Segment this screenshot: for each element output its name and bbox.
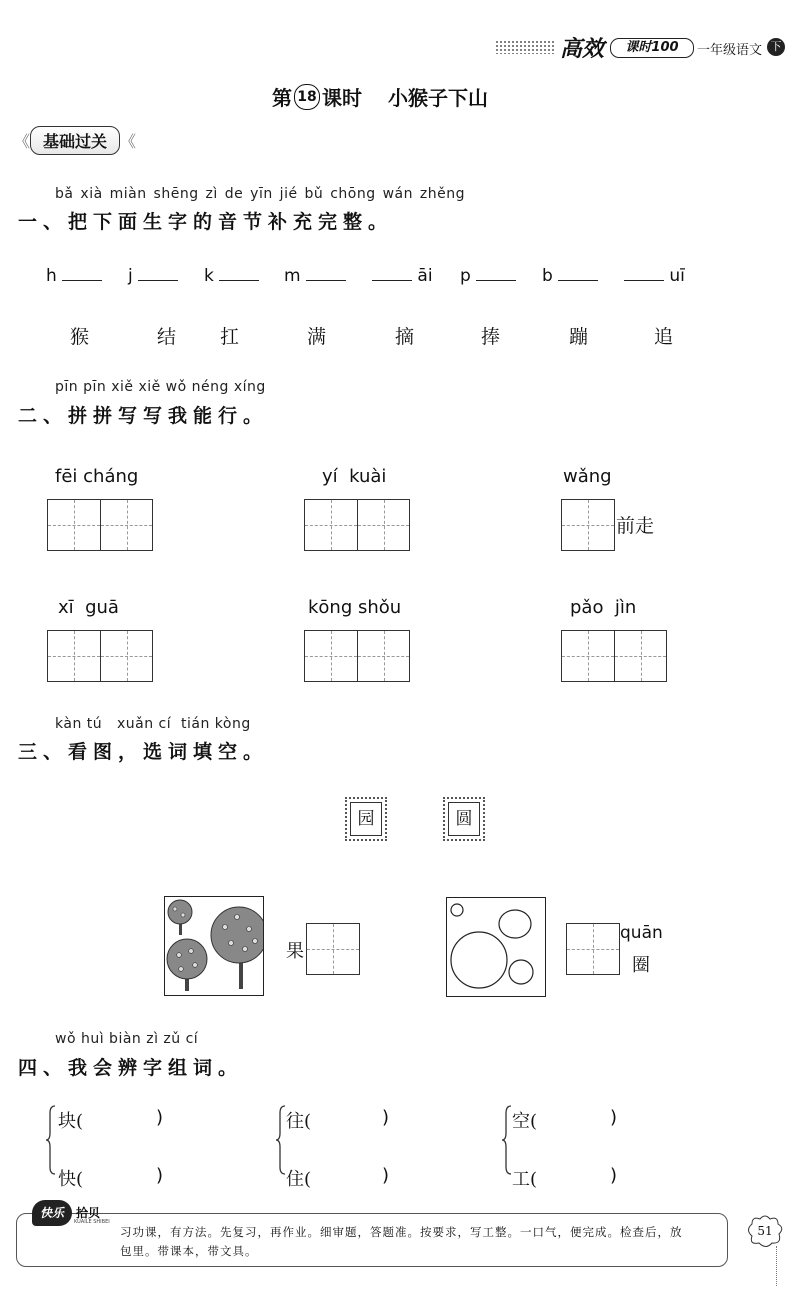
character: 猴: [70, 326, 90, 348]
character: 捧: [481, 326, 501, 348]
footer-tag-english: KUAILE SHIBEI: [74, 1219, 110, 1225]
lesson-prefix: 第: [272, 86, 292, 110]
item-suffix: 前走: [616, 515, 655, 537]
item-pinyin: pǎo jìn: [570, 597, 637, 618]
word-option: 圆: [455, 809, 473, 829]
word-group-item[interactable]: 往(: [286, 1111, 312, 1132]
badge-label: 基础过关: [30, 126, 120, 155]
lesson-number: 18: [294, 84, 320, 110]
orchard-picture: [164, 896, 264, 996]
word-option: 园: [357, 809, 375, 829]
section2-pinyin: pīn pīn xiě xiě wǒ néng xíng: [55, 379, 266, 395]
answer-blank[interactable]: [476, 266, 516, 281]
writing-grid[interactable]: [306, 923, 360, 975]
answer-blank[interactable]: [624, 266, 664, 281]
chevron-right-icon: 《: [120, 132, 137, 151]
section3-title: 三、看图，选词填空。: [18, 741, 269, 763]
item-pinyin: xī guā: [58, 597, 119, 618]
page-edge-marks: [776, 1246, 779, 1286]
page-number: 51: [757, 1224, 773, 1238]
paren-close: ): [382, 1107, 390, 1128]
tree-icon: [165, 897, 264, 996]
section4-title: 四、我会辨字组词。: [18, 1057, 244, 1079]
word-group-item[interactable]: 快(: [58, 1169, 84, 1190]
writing-grid[interactable]: [47, 630, 153, 682]
brace-icon: [46, 1105, 56, 1175]
writing-grid[interactable]: [304, 630, 410, 682]
writing-grid[interactable]: [561, 630, 667, 682]
writing-grid[interactable]: [304, 499, 410, 551]
lesson-title: [272, 82, 488, 111]
word-group-item[interactable]: 块(: [58, 1111, 84, 1132]
word-option-card[interactable]: [345, 797, 387, 841]
circles-picture: [446, 897, 546, 997]
answer-blank[interactable]: [558, 266, 598, 281]
header-volume: 下: [767, 38, 785, 56]
section1-title: 一、把下面生字的音节补充完整。: [18, 211, 394, 233]
character: 满: [307, 326, 327, 348]
word-group-item[interactable]: 住(: [286, 1169, 312, 1190]
word-option-card[interactable]: [443, 797, 485, 841]
answer-blank[interactable]: [219, 266, 259, 281]
item-pinyin: yí kuài: [322, 466, 387, 487]
item-pinyin: kōng shǒu: [308, 597, 402, 618]
answer-blank[interactable]: [372, 266, 412, 281]
section2-title: 二、拼拼写写我能行。: [18, 405, 269, 427]
chevron-left-icon: 《: [14, 132, 31, 151]
footer-text: 习功课，有方法。先复习，再作业。细审题，答题准。按要求，写工整。一口气，便完成。检查后，放包里。带课本，带文具。: [120, 1225, 683, 1258]
syllable-final: āi: [417, 266, 433, 286]
paren-close: ): [382, 1165, 390, 1186]
section1-pinyin: bǎ xià miàn shēng zì de yīn jié bǔ chōng wán zhěng: [55, 186, 466, 202]
paren-close: ): [156, 1107, 164, 1128]
writing-grid[interactable]: [561, 499, 615, 551]
paren-close: ): [610, 1107, 618, 1128]
section-badge: [14, 126, 136, 155]
header-decoration: [495, 40, 555, 54]
fill-suffix: 圈: [632, 955, 650, 976]
header-brand: 高效: [560, 37, 605, 62]
circle-shapes-icon: [447, 898, 547, 998]
syllable-final: uī: [669, 266, 685, 286]
syllable-initial: k: [204, 266, 214, 286]
paren-close: ): [610, 1165, 618, 1186]
syllable-initial: p: [460, 266, 471, 286]
fill-prefix: 果: [286, 941, 304, 962]
footer-tag-label: 拾贝: [76, 1206, 101, 1220]
word-group-item[interactable]: 工(: [512, 1169, 538, 1190]
syllable-initial: j: [128, 266, 133, 286]
writing-grid[interactable]: [566, 923, 620, 975]
fill-suffix-pinyin: quān: [620, 923, 663, 943]
page-number-badge: [744, 1214, 786, 1250]
brace-icon: [502, 1105, 512, 1175]
header-series: 课时100: [610, 38, 694, 58]
paren-close: ): [156, 1165, 164, 1186]
character: 摘: [395, 326, 415, 348]
footer-tag: 快乐: [32, 1200, 72, 1226]
section4-pinyin: wǒ huì biàn zì zǔ cí: [55, 1031, 199, 1047]
answer-blank[interactable]: [138, 266, 178, 281]
header-grade: 一年级语文: [697, 43, 763, 58]
syllable-initial: m: [284, 266, 301, 286]
character: 扛: [220, 326, 240, 348]
character: 追: [654, 326, 674, 348]
syllable-initial: b: [542, 266, 553, 286]
answer-blank[interactable]: [62, 266, 102, 281]
brace-icon: [276, 1105, 286, 1175]
lesson-suffix: 课时: [322, 86, 362, 110]
section3-pinyin: kàn tú xuǎn cí tián kòng: [55, 716, 251, 732]
item-pinyin: fēi cháng: [55, 466, 139, 487]
character: 结: [157, 326, 177, 348]
word-group-item[interactable]: 空(: [512, 1111, 538, 1132]
writing-grid[interactable]: [47, 499, 153, 551]
item-pinyin: wǎng: [563, 466, 612, 487]
syllable-initial: h: [46, 266, 57, 286]
character: 蹦: [569, 326, 589, 348]
lesson-name: 小猴子下山: [388, 86, 488, 110]
answer-blank[interactable]: [306, 266, 346, 281]
